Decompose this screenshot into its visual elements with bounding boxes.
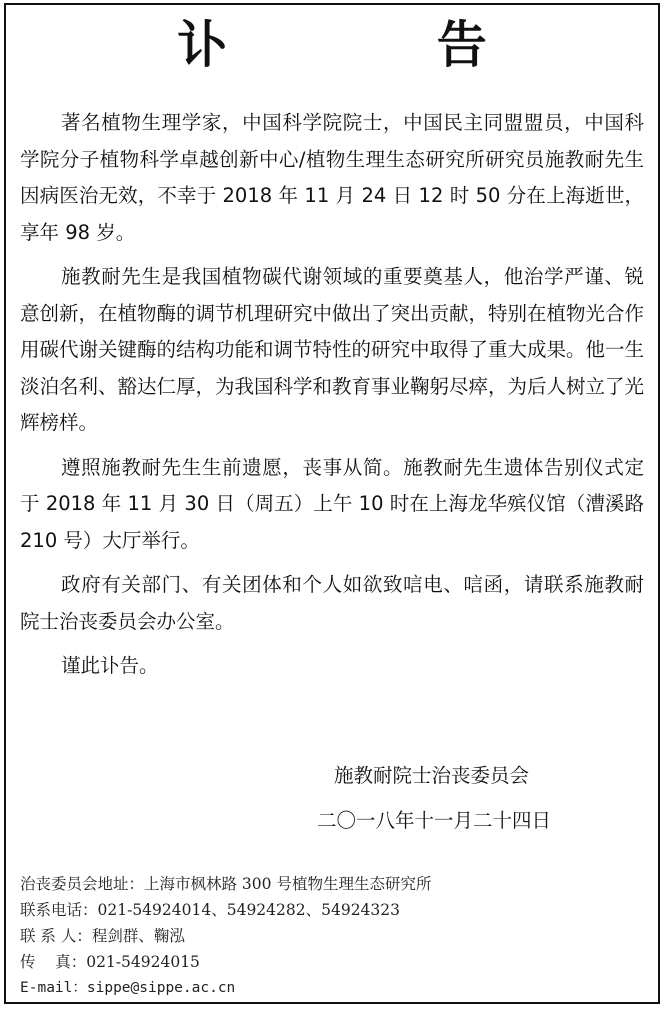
obituary-notice: [4, 3, 660, 1004]
paragraph-closing: 谨此讣告。: [61, 654, 159, 677]
signature-committee: 施教耐院士治丧委员会: [334, 764, 530, 787]
contact-email: E-mail：sippe@sippe.ac.cn: [20, 980, 236, 996]
paragraph-announcement: 著名植物生理学家，中国科学院院士，中国民主同盟盟员，中国科学院分子植物科学卓越创新中心/植物生理生态研究所研究员施教耐先生因病医治无效，不幸于 2018 年 11 月 24 日 12 时 50 分在上海逝世，享年 98 岁。: [20, 111, 644, 244]
paragraph-achievements: 施教耐先生是我国植物碳代谢领域的重要奠基人，他治学严谨、锐意创新，在植物酶的调节机理研究中做出了突出贡献，特别在植物光合作用碳代谢关键酶的结构功能和调节特性的研究中取得了重大成果。他一生淡泊名利、豁达仁厚，为我国科学和教育事业鞠躬尽瘁，为后人树立了光辉榜样。: [20, 265, 645, 434]
signature-date: 二〇一八年十一月二十四日: [317, 809, 552, 832]
contact-phone: 联系电话：021-54924014、54924282、54924323: [20, 901, 401, 919]
contact-address: 治丧委员会地址：上海市枫林路 300 号植物生理生态研究所: [20, 875, 432, 893]
contact-person: 联 系 人：程剑群、鞠泓: [20, 927, 185, 945]
contact-info: [20, 871, 431, 1001]
page-title: 讣 告: [177, 16, 583, 74]
notice-body: [20, 105, 644, 693]
paragraph-condolences: 政府有关部门、有关团体和个人如欲致唁电、唁函，请联系施教耐院士治丧委员会办公室。: [20, 573, 644, 633]
paragraph-funeral-arrangements: 遵照施教耐先生生前遗愿，丧事从简。施教耐先生遗体告别仪式定于 2018 年 11 月 30 日（周五）上午 10 时在上海龙华殡仪馆（漕溪路 210 号）大厅举行。: [20, 455, 644, 552]
contact-fax: 传 真：021-54924015: [20, 953, 200, 971]
